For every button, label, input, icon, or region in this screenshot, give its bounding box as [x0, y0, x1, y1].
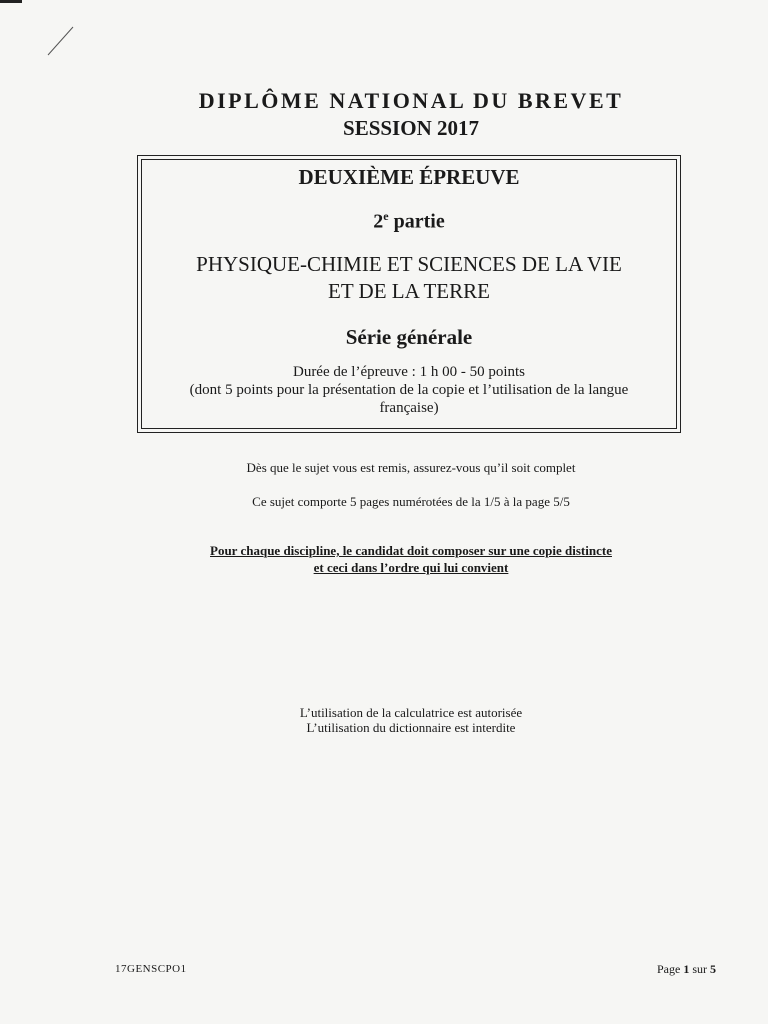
points-note-line-1: (dont 5 points pour la présentation de la copie et l’utilisation de la langue — [189, 382, 629, 398]
page-total: 5 — [710, 962, 716, 976]
calculator-rule: L’utilisation de la calculatrice est autorisée — [299, 705, 523, 720]
page-count-note: Ce sujet comporte 5 pages numérotées de la 1/5 à la page 5/5 — [252, 494, 570, 509]
page-label: Page — [657, 962, 684, 976]
subject-code: 17GENSCPO1 — [115, 963, 187, 975]
copy-instruction-line-2: et ceci dans l’ordre qui lui convient — [313, 560, 509, 575]
partie-suffix: e — [383, 209, 389, 223]
discipline-line-2: ET DE LA TERRE — [328, 279, 490, 303]
epreuve-heading: DEUXIÈME ÉPREUVE — [298, 165, 520, 189]
points-note-line-2: française) — [379, 400, 439, 416]
page-current: 1 — [683, 962, 690, 976]
duree-text: Durée de l’épreuve : 1 h 00 - 50 points — [292, 364, 526, 380]
partie-word: partie — [388, 210, 445, 233]
dictionary-rule: L’utilisation du dictionnaire est interdite — [306, 720, 516, 735]
serie-heading: Série générale — [345, 325, 473, 349]
completeness-note: Dès que le sujet vous est remis, assurez-vous qu’il soit complet — [246, 460, 576, 475]
pencil-stroke-mark — [45, 25, 75, 57]
diploma-title: DIPLÔME NATIONAL DU BREVET — [198, 88, 624, 113]
discipline-line-1: PHYSIQUE-CHIMIE ET SCIENCES DE LA VIE — [196, 252, 622, 276]
page-sep: sur — [689, 962, 710, 976]
partie-number: 2 — [373, 210, 384, 233]
copy-instruction-line-1: Pour chaque discipline, le candidat doit composer sur une copie distincte — [210, 543, 612, 558]
session-title: SESSION 2017 — [343, 116, 479, 140]
page-number — [657, 962, 716, 977]
scan-corner-mark — [0, 0, 22, 3]
partie-heading — [137, 209, 681, 234]
